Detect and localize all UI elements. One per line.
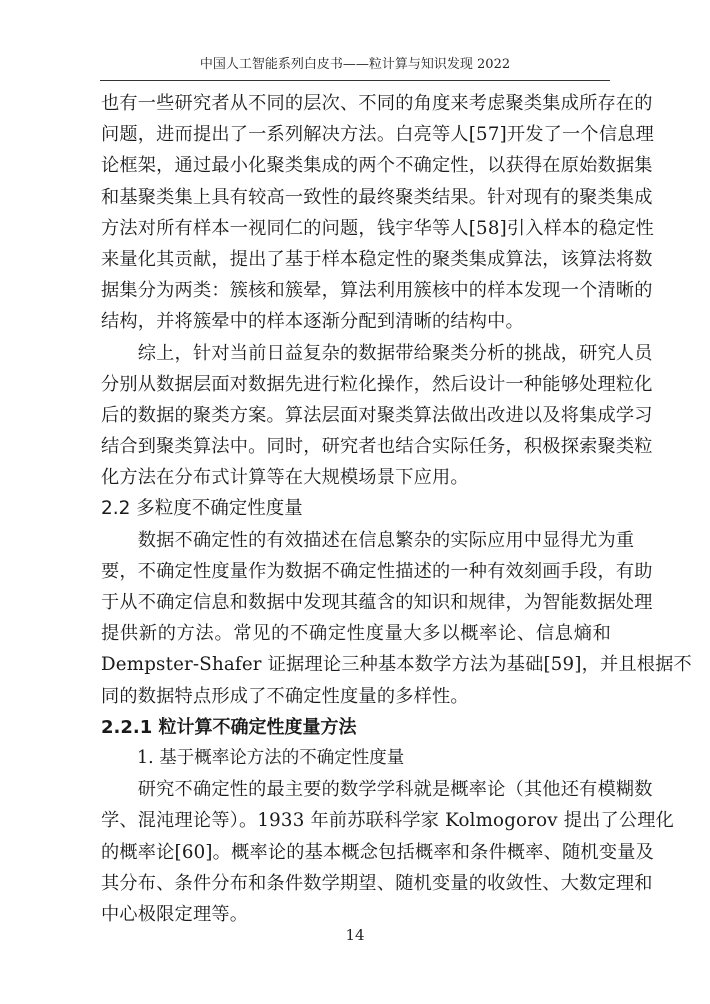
text-line: 和基聚类集上具有较高一致性的最终聚类结果。针对现有的聚类集成 [101, 186, 653, 208]
text-line: 后的数据的聚类方案。算法层面对聚类算法做出改进以及将集成学习 [101, 404, 653, 426]
text-line: 论框架，通过最小化聚类集成的两个不确定性，以获得在原始数据集 [101, 155, 653, 177]
subsection-heading-probability: 1. 基于概率论方法的不确定性度量 [137, 747, 405, 768]
text-line: Dempster-Shafer 证据理论三种基本数学方法为基础[59]，并且根据不 [101, 654, 692, 676]
text-line: 结合到聚类算法中。同时，研究者也结合实际任务，积极探索聚类粒 [101, 436, 653, 458]
text-line: 也有一些研究者从不同的层次、不同的角度来考虑聚类集成所存在的 [101, 93, 653, 114]
text-line: 结构，并将簇晕中的样本逐渐分配到清晰的结构中。 [101, 311, 524, 333]
text-line: 化方法在分布式计算等在大规模场景下应用。 [101, 467, 469, 489]
section-heading-2-2: 2.2 多粒度不确定性度量 [101, 498, 303, 520]
text-line: 分别从数据层面对数据先进行粒化操作，然后设计一种能够处理粒化 [101, 373, 653, 395]
text-line: 数据不确定性的有效描述在信息繁杂的实际应用中显得尤为重 [101, 529, 635, 551]
text-line: 提供新的方法。常见的不确定性度量大多以概率论、信息熵和 [101, 623, 611, 645]
page-number: 14 [345, 926, 365, 944]
text-line: 的概率论[60]。概率论的基本概念包括概率和条件概率、随机变量及 [101, 841, 654, 863]
paragraph-clustering-ensemble [101, 88, 654, 338]
text-line: 来量化其贡献，提出了基于样本稳定性的聚类集成算法，该算法将数 [101, 248, 653, 270]
running-header: 中国人工智能系列白皮书——粒计算与知识发现 2022 [199, 57, 511, 72]
header-rule [100, 80, 610, 81]
paragraph-summary [101, 338, 653, 494]
text-line: 中心极限定理等。 [101, 903, 249, 925]
text-line: 综上，针对当前日益复杂的数据带给聚类分析的挑战，研究人员 [101, 342, 653, 364]
text-line: 于从不确定信息和数据中发现其蕴含的知识和规律，为智能数据处理 [101, 592, 653, 613]
text-line: 据集分为两类：簇核和簇晕，算法利用簇核中的样本发现一个清晰的 [101, 280, 653, 302]
paragraph-uncertainty-intro [101, 525, 692, 712]
text-line: 学、混沌理论等）。1933 年前苏联科学家 Kolmogorov 提出了公理化 [101, 810, 675, 832]
text-line: 同的数据特点形成了不确定性度量的多样性。 [101, 685, 469, 707]
section-heading-2-2-1: 2.2.1 粒计算不确定性度量方法 [101, 716, 357, 738]
page-body [101, 88, 692, 930]
text-line: 要，不确定性度量作为数据不确定性描述的一种有效刻画手段，有助 [101, 560, 653, 582]
text-line: 问题，进而提出了一系列解决方法。白亮等人[57]开发了一个信息理 [101, 124, 654, 146]
text-line: 方法对所有样本一视同仁的问题，钱宇华等人[58]引入样本的稳定性 [101, 217, 654, 239]
text-line: 其分布、条件分布和条件数学期望、随机变量的收敛性、大数定理和 [101, 872, 653, 894]
text-line: 研究不确定性的最主要的数学学科就是概率论（其他还有模糊数 [101, 779, 653, 801]
paragraph-probability-theory [101, 774, 675, 930]
